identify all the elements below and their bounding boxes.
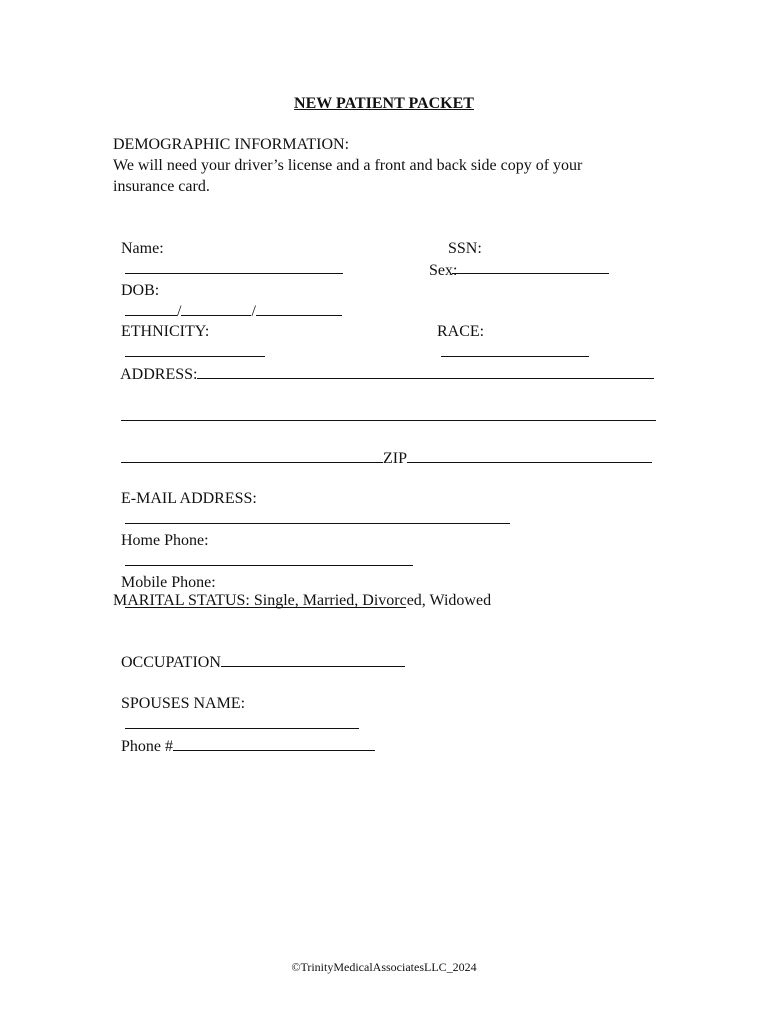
- occupation-label: OCCUPATION: [121, 654, 221, 671]
- page-title: NEW PATIENT PACKET: [294, 95, 474, 112]
- race-label: RACE:: [437, 323, 485, 340]
- occupation-field[interactable]: [221, 652, 405, 667]
- ssn-field[interactable]: [452, 259, 609, 274]
- address-line-1-field[interactable]: [197, 364, 654, 379]
- address-line-2-row: [113, 386, 656, 427]
- dob-year-field[interactable]: [256, 301, 342, 316]
- phone-field[interactable]: [173, 736, 375, 751]
- spouses-name-label: SPOUSES NAME:: [121, 695, 246, 712]
- occupation-row: [113, 632, 405, 673]
- dob-separator: /: [251, 303, 256, 320]
- dob-label: DOB:: [121, 282, 160, 299]
- ethnicity-label: ETHNICITY:: [121, 323, 210, 340]
- phone-label: Phone #: [121, 738, 173, 755]
- home-phone-label: Home Phone:: [121, 532, 209, 549]
- name-label: Name:: [121, 240, 164, 257]
- section-heading: DEMOGRAPHIC INFORMATION:: [113, 136, 350, 153]
- sex-label: Sex:: [429, 262, 458, 279]
- intro-line-1: We will need your driver’s license and a front and back side copy of your: [113, 157, 583, 174]
- zip-field[interactable]: [407, 448, 652, 463]
- mobile-phone-label: Mobile Phone:: [121, 574, 216, 591]
- ssn-row: [440, 219, 609, 280]
- email-label: E-MAIL ADDRESS:: [121, 490, 257, 507]
- zip-label: ZIP: [383, 450, 407, 467]
- intro-line-2: insurance card.: [113, 178, 210, 195]
- marital-status: MARITAL STATUS: Single, Married, Divorced, Widowed: [113, 592, 492, 609]
- dob-separator: /: [177, 303, 182, 320]
- phone-row: [113, 716, 375, 757]
- ssn-label: SSN:: [448, 240, 482, 257]
- address-row: [113, 344, 654, 385]
- city-state-field[interactable]: [121, 448, 383, 463]
- address-label: ADDRESS:: [120, 366, 198, 383]
- city-zip-row: [113, 428, 652, 469]
- copyright-footer: ©TrinityMedicalAssociatesLLC_2024: [291, 960, 477, 974]
- address-line-2-field[interactable]: [121, 406, 656, 421]
